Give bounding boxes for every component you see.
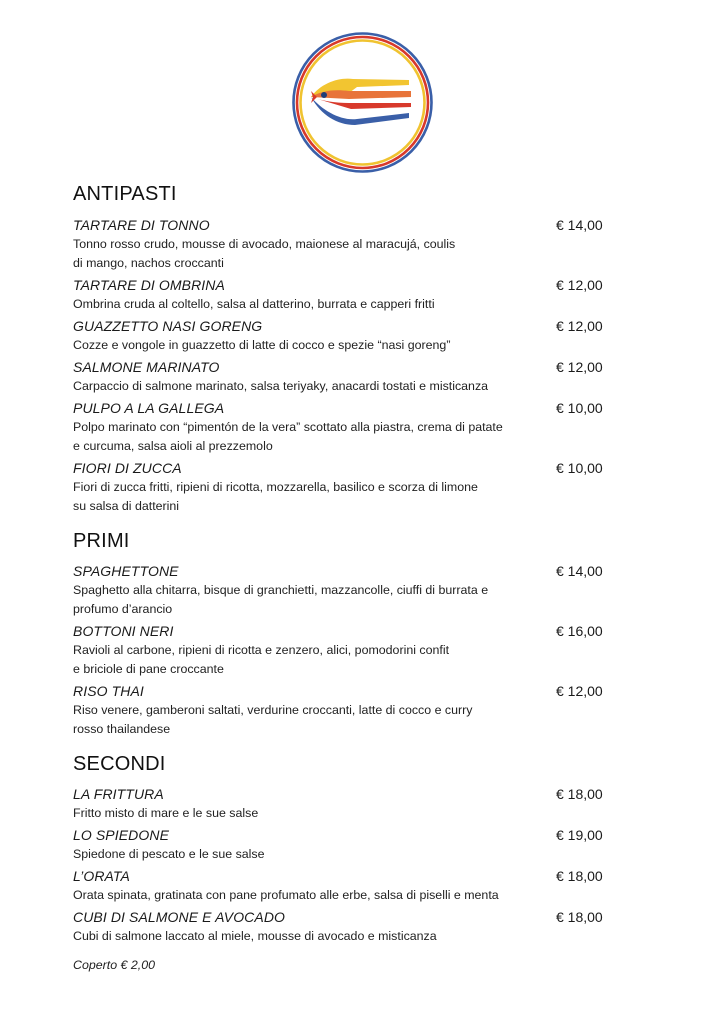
- menu-item: [73, 908, 613, 946]
- item-name: CUBI DI SALMONE E AVOCADO: [73, 909, 286, 925]
- item-desc: e briciole di pane croccante: [73, 662, 224, 676]
- item-desc: Spiedone di pescato e le sue salse: [73, 847, 265, 861]
- item-price: € 14,00: [556, 217, 603, 233]
- item-desc: Cubi di salmone laccato al miele, mousse di avocado e misticanza: [73, 929, 437, 943]
- item-price: € 19,00: [556, 827, 603, 843]
- item-desc: Fiori di zucca fritti, ripieni di ricotta, mozzarella, basilico e scorza di limone: [73, 480, 478, 494]
- menu-item: [73, 622, 613, 679]
- item-desc: Carpaccio di salmone marinato, salsa teriyaky, anacardi tostati e misticanza: [73, 379, 489, 393]
- item-price: € 12,00: [556, 277, 603, 293]
- section-title-secondi: SECONDI: [73, 753, 166, 775]
- item-desc: Ravioli al carbone, ripieni di ricotta e zenzero, alici, pomodorini confit: [73, 643, 450, 657]
- item-desc: Ombrina cruda al coltello, salsa al datterino, burrata e capperi fritti: [73, 297, 435, 311]
- item-name: SPAGHETTONE: [73, 563, 179, 579]
- menu-item: [73, 826, 613, 864]
- item-desc: rosso thailandese: [73, 722, 171, 736]
- menu-item: [73, 682, 613, 739]
- item-name: TARTARE DI OMBRINA: [73, 277, 225, 293]
- menu-item: [73, 562, 613, 619]
- coperto-note: Coperto € 2,00: [73, 958, 155, 972]
- menu-item: [73, 785, 613, 823]
- item-price: € 16,00: [556, 623, 603, 639]
- item-name: BOTTONI NERI: [73, 623, 174, 639]
- item-price: € 18,00: [556, 909, 603, 925]
- item-price: € 14,00: [556, 563, 603, 579]
- item-desc: profumo d’arancio: [73, 602, 173, 616]
- menu-item: [73, 317, 613, 355]
- menu-item: [73, 276, 613, 314]
- item-desc: Spaghetto alla chitarra, bisque di granchietti, mazzancolle, ciuffi di burrata e: [73, 583, 489, 597]
- item-name: LA FRITTURA: [73, 786, 164, 802]
- item-price: € 12,00: [556, 359, 603, 375]
- menu-item: [73, 459, 613, 516]
- item-price: € 12,00: [556, 318, 603, 334]
- item-desc: Tonno rosso crudo, mousse di avocado, maionese al maracujá, coulis: [73, 237, 456, 251]
- section-title-antipasti: ANTIPASTI: [73, 183, 177, 205]
- item-name: RISO THAI: [73, 683, 144, 699]
- item-desc: Riso venere, gamberoni saltati, verdurine croccanti, latte di cocco e curry: [73, 703, 473, 717]
- item-price: € 18,00: [556, 786, 603, 802]
- section-title-primi: PRIMI: [73, 530, 130, 552]
- item-price: € 18,00: [556, 868, 603, 884]
- item-desc: di mango, nachos croccanti: [73, 256, 224, 270]
- item-desc: e curcuma, salsa aioli al prezzemolo: [73, 439, 273, 453]
- item-price: € 10,00: [556, 400, 603, 416]
- item-desc: Orata spinata, gratinata con pane profumato alle erbe, salsa di piselli e menta: [73, 888, 499, 902]
- item-name: SALMONE MARINATO: [73, 359, 220, 375]
- item-desc: Polpo marinato con “pimentón de la vera” scottato alla piastra, crema di patate: [73, 420, 503, 434]
- menu-item: [73, 867, 613, 905]
- menu-item: [73, 358, 613, 396]
- item-price: € 10,00: [556, 460, 603, 476]
- item-name: LO SPIEDONE: [73, 827, 170, 843]
- item-price: € 12,00: [556, 683, 603, 699]
- item-name: L’ORATA: [73, 868, 130, 884]
- item-name: TARTARE DI TONNO: [73, 217, 210, 233]
- item-desc: Fritto misto di mare e le sue salse: [73, 806, 259, 820]
- fish-fork-logo: [291, 31, 434, 174]
- item-desc: su salsa di datterini: [73, 499, 180, 513]
- item-name: PULPO A LA GALLEGA: [73, 400, 225, 416]
- menu-item: [73, 216, 613, 273]
- item-name: GUAZZETTO NASI GORENG: [73, 318, 263, 334]
- menu-item: [73, 399, 613, 456]
- item-desc: Cozze e vongole in guazzetto di latte di cocco e spezie “nasi goreng”: [73, 338, 451, 352]
- item-name: FIORI DI ZUCCA: [73, 460, 182, 476]
